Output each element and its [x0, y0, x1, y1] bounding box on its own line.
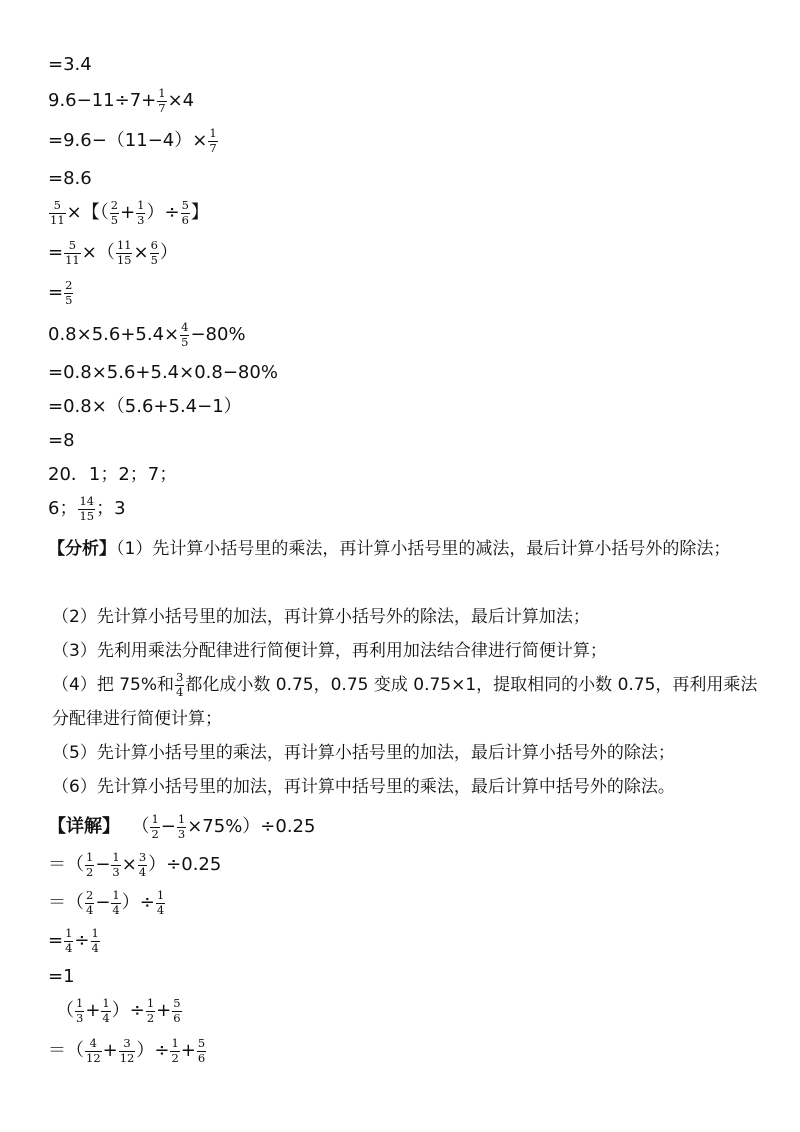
fraction — [156, 890, 165, 916]
analysis-step-5: （5）先计算小括号里的乘法，再计算小括号里的加法，最后计算小括号外的除法； — [52, 743, 675, 763]
detail-line — [48, 1038, 207, 1064]
denominator: 15 — [116, 252, 132, 267]
fraction — [208, 128, 217, 154]
detail-line — [48, 814, 315, 840]
fraction — [85, 890, 94, 916]
denominator: 11 — [50, 212, 65, 227]
math-text: 9.6−11÷7+ — [48, 90, 157, 112]
numerator: 1 — [171, 1036, 179, 1050]
fraction — [49, 200, 66, 226]
math-text: − — [160, 816, 176, 838]
equation-line — [48, 170, 92, 188]
math-text: =1 — [48, 966, 75, 987]
denominator: 2 — [171, 1050, 179, 1065]
fraction — [119, 1038, 136, 1064]
numerator: 5 — [173, 996, 181, 1010]
detail-line — [48, 968, 75, 986]
equation-line — [48, 240, 178, 266]
math-text: ）÷ — [136, 1040, 170, 1062]
math-text: ；3 — [96, 498, 126, 520]
numerator: 6 — [150, 238, 158, 252]
equation-line — [48, 128, 219, 154]
fraction — [64, 280, 73, 306]
equation-line — [48, 322, 246, 348]
denominator: 6 — [181, 212, 189, 227]
denominator: 5 — [110, 212, 119, 227]
numerator: 1 — [112, 888, 120, 902]
fraction — [116, 240, 133, 266]
detail-line — [56, 998, 183, 1024]
fraction — [146, 998, 155, 1024]
denominator: 2 — [151, 826, 159, 841]
fraction — [175, 669, 184, 699]
numerator: 1 — [76, 996, 84, 1010]
denominator: 5 — [181, 334, 189, 349]
fraction — [101, 998, 110, 1024]
math-text: （ — [56, 1000, 74, 1022]
denominator: 4 — [91, 940, 99, 955]
denominator: 7 — [158, 100, 166, 115]
numerator: 1 — [177, 812, 186, 826]
denominator: 4 — [138, 864, 147, 879]
fraction — [181, 200, 190, 226]
fraction — [150, 814, 159, 840]
denominator: 7 — [209, 140, 217, 155]
fraction — [64, 240, 81, 266]
equation-line — [48, 280, 74, 306]
numerator: 1 — [158, 86, 166, 100]
numerator: 3 — [176, 669, 184, 684]
math-text: + — [85, 1000, 101, 1022]
math-text: = — [48, 282, 64, 304]
denominator: 3 — [112, 864, 120, 879]
denominator: 3 — [76, 1010, 84, 1025]
fraction — [110, 200, 119, 226]
question-answers — [48, 466, 177, 484]
math-text: + — [120, 202, 136, 224]
math-text: = — [48, 930, 64, 952]
math-text: ×【（ — [66, 202, 109, 224]
math-text: ×75%）÷0.25 — [187, 816, 316, 838]
math-text: ） — [159, 242, 178, 264]
detail-line — [48, 890, 166, 916]
denominator: 12 — [86, 1050, 101, 1065]
math-text: + — [156, 1000, 172, 1022]
equation-line — [48, 200, 209, 226]
numerator: 1 — [209, 126, 217, 140]
fraction — [85, 1038, 102, 1064]
math-text: ×（ — [81, 242, 115, 264]
math-text: + — [180, 1040, 196, 1062]
denominator: 4 — [112, 902, 120, 917]
numerator: 1 — [151, 812, 159, 826]
fraction — [197, 1038, 206, 1064]
fraction — [136, 200, 145, 226]
equation-line — [48, 56, 92, 74]
analysis-step-1: （1）先计算小括号里的乘法，再计算小括号里的减法，最后计算小括号外的除法； — [116, 539, 731, 559]
numerator: 1 — [112, 850, 120, 864]
math-text: × — [133, 242, 149, 264]
numerator: 3 — [123, 1036, 131, 1050]
denominator: 4 — [156, 902, 165, 917]
fraction — [177, 814, 186, 840]
math-text: =0.8×（5.6+5.4−1） — [48, 396, 242, 417]
math-text: 20．1；2；7； — [48, 464, 178, 485]
analysis-step-4-b: 都化成小数 0.75，0.75 变成 0.75×1，提取相同的小数 0.75，再利用乘法分配律进行简便计算； — [52, 675, 758, 729]
numerator: 2 — [65, 278, 73, 292]
detail-line — [48, 852, 221, 878]
math-text: 0.8×5.6+5.4× — [48, 324, 180, 346]
denominator: 5 — [65, 292, 73, 307]
fraction — [111, 852, 120, 878]
math-text: × — [121, 854, 137, 876]
denominator: 5 — [150, 252, 158, 267]
denominator: 11 — [65, 252, 80, 267]
denominator: 6 — [197, 1050, 206, 1065]
numerator: 5 — [197, 1036, 206, 1050]
fraction — [85, 852, 94, 878]
denominator: 4 — [102, 1010, 110, 1025]
math-text: ）÷ — [111, 1000, 145, 1022]
fraction — [111, 890, 120, 916]
denominator: 12 — [119, 1050, 135, 1065]
analysis-label: 【分析】 — [48, 539, 116, 559]
fraction — [64, 928, 73, 954]
math-text: ）÷ — [121, 892, 155, 914]
math-text: 】 — [190, 202, 209, 224]
numerator: 11 — [116, 238, 132, 252]
denominator: 15 — [79, 508, 95, 523]
math-text: ÷ — [74, 930, 90, 952]
fraction — [172, 998, 181, 1024]
analysis-step-3: （3）先利用乘法分配律进行简便计算，再利用加法结合律进行简便计算； — [52, 641, 607, 661]
equation-line — [48, 88, 194, 114]
denominator: 3 — [177, 826, 186, 841]
denominator: 6 — [173, 1010, 181, 1025]
denominator: 3 — [137, 212, 145, 227]
analysis-step-2: （2）先计算小括号里的加法，再计算小括号外的除法，最后计算加法； — [52, 607, 590, 627]
math-text: ×4 — [167, 90, 195, 112]
fraction — [138, 852, 147, 878]
equation-line — [48, 398, 242, 416]
math-text: ）÷ — [146, 202, 180, 224]
numerator: 1 — [91, 926, 99, 940]
fraction — [157, 88, 166, 114]
math-text: ＝（ — [48, 892, 84, 914]
denominator: 4 — [65, 940, 73, 955]
fraction — [180, 322, 189, 348]
numerator: 5 — [53, 198, 61, 212]
analysis-step-4-a: （4）把 75%和 — [52, 675, 175, 695]
numerator: 3 — [138, 850, 147, 864]
fraction — [91, 928, 100, 954]
equation-line — [48, 364, 278, 382]
analysis-paragraph — [48, 532, 758, 566]
math-text: ＝（ — [48, 854, 84, 876]
equation-line — [48, 432, 75, 450]
fraction — [78, 496, 95, 522]
math-text: =8.6 — [48, 168, 92, 189]
analysis-step-4 — [52, 668, 762, 736]
fraction — [75, 998, 84, 1024]
math-text: ＝（ — [48, 1040, 84, 1062]
numerator: 5 — [181, 198, 189, 212]
analysis-step-6: （6）先计算小括号里的加法，再计算中括号里的乘法，最后计算中括号外的除法。 — [52, 777, 675, 797]
question-answers — [48, 496, 126, 522]
math-text: ）÷0.25 — [148, 854, 222, 876]
math-text: 6； — [48, 498, 78, 520]
math-text: =9.6−（11−4）× — [48, 130, 208, 152]
fraction — [150, 240, 159, 266]
math-text: − — [95, 892, 111, 914]
math-text: =8 — [48, 430, 75, 451]
denominator: 2 — [86, 864, 94, 879]
numerator: 1 — [146, 996, 155, 1010]
math-text: （ — [131, 816, 150, 838]
numerator: 1 — [102, 996, 110, 1010]
math-text: − — [95, 854, 111, 876]
numerator: 1 — [86, 850, 94, 864]
detail-label: 【详解】 — [48, 816, 120, 838]
denominator: 4 — [86, 902, 94, 917]
numerator: 14 — [79, 494, 95, 508]
numerator: 2 — [86, 888, 94, 902]
numerator: 4 — [89, 1036, 97, 1050]
numerator: 1 — [156, 888, 165, 902]
numerator: 1 — [65, 926, 73, 940]
math-text: −80% — [190, 324, 246, 346]
detail-line — [48, 928, 101, 954]
math-text: = — [48, 242, 64, 264]
fraction — [170, 1038, 179, 1064]
numerator: 2 — [110, 198, 119, 212]
math-text: + — [102, 1040, 118, 1062]
denominator: 2 — [146, 1010, 155, 1025]
numerator: 4 — [181, 320, 189, 334]
numerator: 5 — [68, 238, 77, 252]
math-text: =0.8×5.6+5.4×0.8−80% — [48, 362, 278, 383]
denominator: 4 — [176, 684, 184, 699]
numerator: 1 — [137, 198, 145, 212]
math-text: =3.4 — [48, 54, 92, 75]
